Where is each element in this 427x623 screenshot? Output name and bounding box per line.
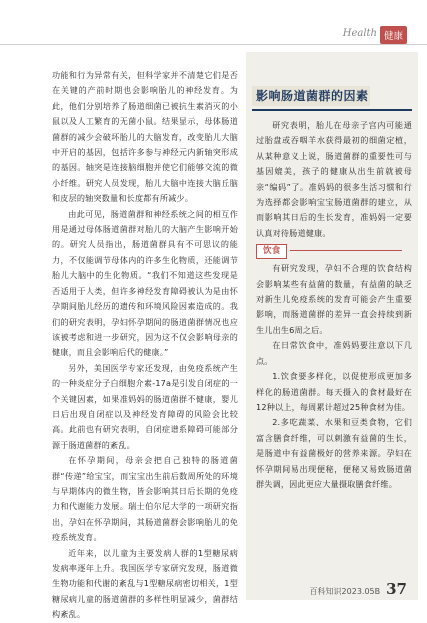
sidebar-title: 影响肠道菌群的因素 [256,89,369,103]
body-paragraph: 由此可见，肠道菌群和神经系统之间的相互作用是通过母体肠道菌群对胎儿的大脑产生影响开始的。研究人员指出，肠道菌群具有不可思议的能力，不仅能调节母体内的许多生化物质，还能调节胎儿大脑中的生化物质。“我们不知道这些发现是否适用于人类，但许多神经发育障碍被认为是由怀孕期间胎儿经历的遗传和环境风险因素造成的。我们的研究表明，孕妇怀孕期间的肠道菌群情况也应该被考虑和进一步研究，因为这不仅会影响母亲的健康，而且会影响后代的健康。” [52,208,238,358]
sidebar-box [246,52,418,600]
sidebar-paragraph: 研究表明，胎儿在母亲子宫内可能通过胎盘或吞咽羊水获得最初的细菌定植，从某种意义上说，肠道菌群的重要性可与基因媲美，孩子的健康从出生前就被母亲“编码”了。准妈妈的很多生活习惯和行为选择都会影响宝宝肠道菌群的建立，从而影响其日后的生长发育，准妈妈一定要认真对待肠道健康。 [256,120,412,238]
sidebar-paragraph: 有研究发现，孕妇不合理的饮食结构会影响某些有益菌的数量，有益菌的缺乏对新生儿免疫系统的发育可能会产生重要影响，而肠道菌群的差异一直会持续到新生儿出生6周之后。 [256,263,412,335]
header-rule [0,44,427,45]
subsection-header [256,241,412,261]
sidebar-paragraph: 1.饮食要多样化，以促使形成更加多样化的肠道菌群。每天摄入的食材最好在12种以上，每周累计超过25种食材为佳。 [256,371,412,412]
diet-tag: 饮食 [256,244,287,259]
tag-rule [290,250,402,251]
magazine-issue: 百科知识2023.05B [309,587,381,596]
body-paragraph: 在怀孕期间，母亲会把自己独特的肠道菌群“传递”给宝宝，而宝宝出生前后数周所处的环境与早期体内的微生物，皆会影响其日后长期的免疫力和代谢能力发展。瑞士伯尔尼大学的一项研究指出，孕妇在怀孕期间，其肠道菌群会影响胎儿的免疫系统发育。 [52,455,238,543]
title-underline [252,109,412,111]
section-label-en: Health [342,28,377,39]
body-paragraph: 近年来，以儿童为主要发病人群的1型糖尿病发病率逐年上升。我国医学专家研究发现，肠道微生物功能和代谢的紊乱与1型糖尿病密切相关，1型糖尿病儿童的肠道菌群的多样性明显减少，菌群结构紊乱。 [52,547,238,620]
left-column [52,68,238,623]
sidebar-paragraph: 2.多吃蔬菜、水果和豆类食物，它们富含膳食纤维，可以刺激有益菌的生长，是肠道中有益菌极好的营养来源。孕妇在怀孕期间易出现便秘，便秘又易致肠道菌群失调，因此更应大量摄取膳食纤维。 [256,417,412,489]
page-footer [310,580,407,598]
sidebar-text [256,118,412,492]
page-number: 37 [386,580,407,598]
body-paragraph: 功能和行为异常有关，但科学家并不清楚它们是否在关键的产前时期也会影响胎儿的神经发育。为此，他们分别培养了肠道细菌已被抗生素消灭的小鼠以及人工繁育的无菌小鼠。结果显示，母体肠道菌群的减少会破坏胎儿的大脑发育，改变胎儿大脑中开启的基因，包括许多参与神经元内新轴突形成的基因。轴突是连接脑细胞并使它们能够交流的微小纤维。研究人员发现，胎儿大脑中连接大脑丘脑和皮层的轴突数量和长度都有所减少。 [52,70,238,204]
sidebar-paragraph: 在日常饮食中，准妈妈要注意以下几点。 [256,340,412,366]
body-paragraph: 另外，美国医学专家还发现，由免疫系统产生的一种炎症分子白细胞介素-17a是引发自闭症的一个关键因素，如果准妈妈的肠道菌群不健康，婴儿日后出现自闭症以及神经发育障碍的风险会比较高。此前也有研究表明，自闭症谱系障碍可能部分源于肠道菌群的紊乱。 [52,362,238,450]
section-label-cn: 健康 [380,26,407,44]
